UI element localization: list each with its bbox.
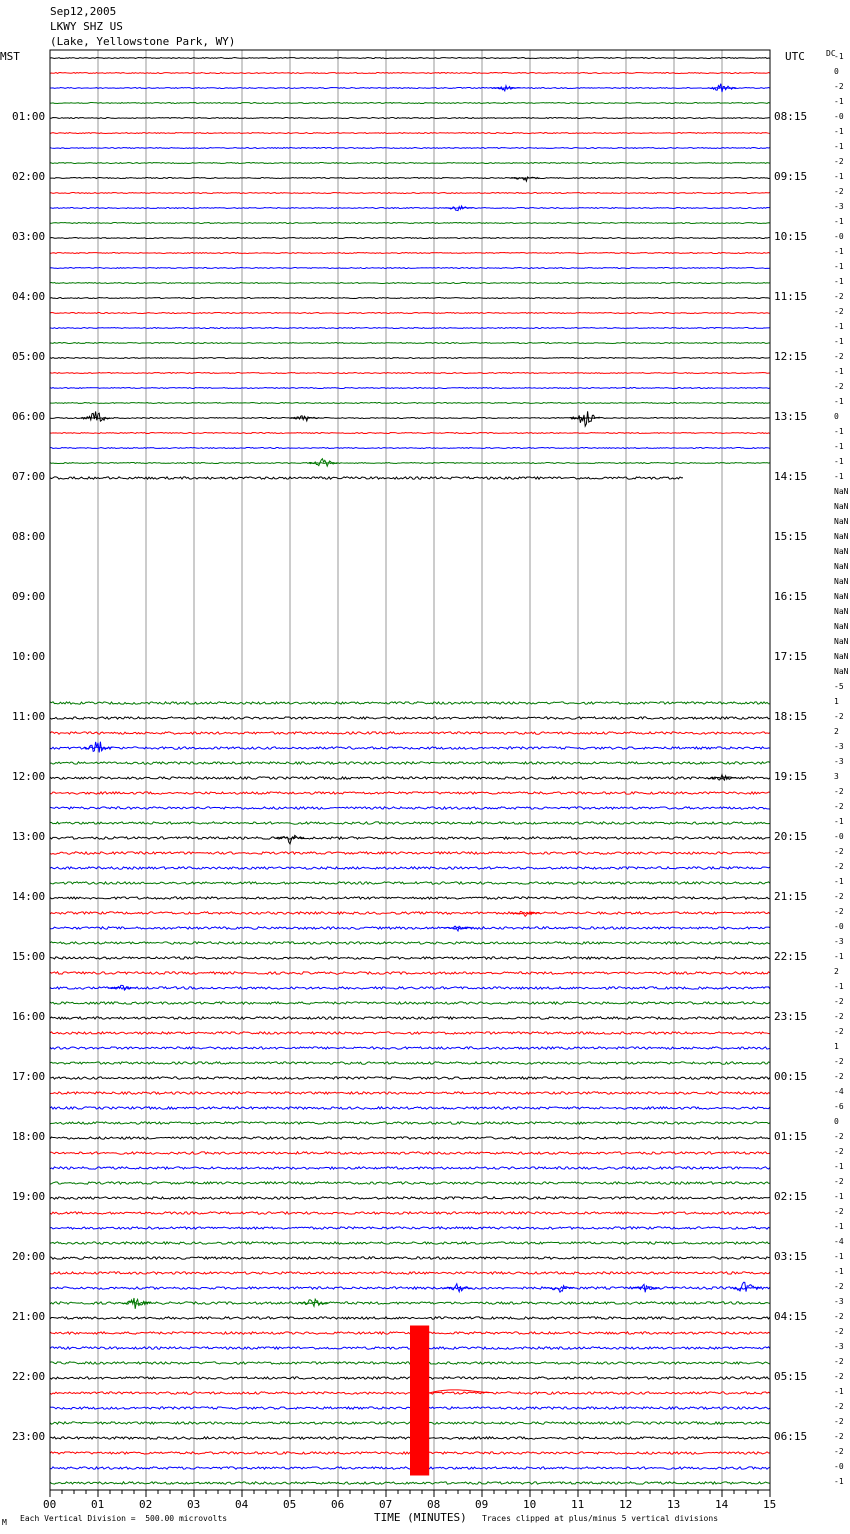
dc-offset-label: -1 — [834, 427, 844, 436]
right-hour-label: 04:15 — [774, 1310, 808, 1323]
trace-66 — [50, 1047, 770, 1049]
dc-offset-label: -1 — [834, 247, 844, 256]
dc-offset-label: -1 — [834, 367, 844, 376]
dc-offset-label: NaN — [834, 652, 849, 661]
trace-4 — [50, 118, 770, 119]
dc-offset-label: -2 — [834, 1057, 844, 1066]
event-14 — [444, 1284, 473, 1292]
trace-74 — [50, 1167, 770, 1169]
trace-15 — [50, 283, 770, 284]
trace-25 — [50, 433, 770, 434]
dc-offset-label: -1 — [834, 322, 844, 331]
left-hour-label: 23:00 — [12, 1430, 46, 1443]
trace-60 — [50, 957, 770, 959]
trace-10 — [50, 208, 770, 209]
trace-28 — [50, 477, 683, 479]
left-hour-label: 08:00 — [12, 530, 46, 543]
dc-offset-label: -0 — [834, 112, 844, 121]
dc-offset-label: -1 — [834, 817, 844, 826]
dc-label: DC — [826, 49, 836, 58]
left-hour-label: 18:00 — [12, 1130, 46, 1143]
dc-offset-label: -0 — [834, 232, 844, 241]
dc-offset-label: NaN — [834, 667, 849, 676]
trace-7 — [50, 163, 770, 164]
x-tick-label: 11 — [571, 1498, 585, 1511]
right-hour-label: 11:15 — [774, 290, 808, 303]
dc-offset-label: NaN — [834, 622, 849, 631]
dc-offset-label: -2 — [834, 1432, 844, 1441]
trace-52 — [50, 837, 770, 839]
dc-offset-label: -1 — [834, 337, 844, 346]
dc-offset-label: 1 — [834, 1042, 839, 1051]
dc-offset-label: -2 — [834, 1312, 844, 1321]
trace-14 — [50, 268, 770, 269]
x-axis-ticks — [50, 1490, 770, 1497]
dc-offset-label: -1 — [834, 127, 844, 136]
trace-49 — [50, 792, 770, 794]
dc-offset-label: 2 — [834, 727, 839, 736]
right-hour-label: 16:15 — [774, 590, 808, 603]
trace-19 — [50, 343, 770, 344]
dc-offset-label: -2 — [834, 157, 844, 166]
dc-offset-label: NaN — [834, 562, 849, 571]
minute-grid — [98, 50, 722, 1490]
dc-offset-label: -3 — [834, 202, 844, 211]
dc-offset-label: -1 — [834, 442, 844, 451]
x-tick-label: 15 — [763, 1498, 777, 1511]
dc-offset-label: -2 — [834, 307, 844, 316]
dc-offset-label: -1 — [834, 52, 844, 61]
dc-offset-label: -1 — [834, 1252, 844, 1261]
right-hour-label: 02:15 — [774, 1190, 808, 1203]
trace-81 — [50, 1272, 770, 1274]
seismic-events — [81, 84, 760, 1476]
x-tick-label: 10 — [523, 1498, 537, 1511]
trace-0 — [50, 58, 770, 59]
trace-64 — [50, 1017, 770, 1019]
left-hour-label: 21:00 — [12, 1310, 46, 1323]
dc-offset-label: -1 — [834, 1477, 844, 1486]
scale-note: Each Vertical Division = 500.00 microvolts — [20, 1514, 228, 1523]
trace-48 — [50, 777, 770, 779]
trace-13 — [50, 253, 770, 254]
dc-offset-label: -1 — [834, 1387, 844, 1396]
dc-offset-label: -5 — [834, 682, 844, 691]
dc-offset-label: -1 — [834, 877, 844, 886]
right-hour-label: 17:15 — [774, 650, 808, 663]
dc-offset-label: -0 — [834, 832, 844, 841]
dc-offset-label: NaN — [834, 592, 849, 601]
x-tick-label: 12 — [619, 1498, 633, 1511]
x-tick-label: 08 — [427, 1498, 441, 1511]
dc-offset-label: 3 — [834, 772, 839, 781]
trace-61 — [50, 972, 770, 974]
dc-offset-label: -3 — [834, 937, 844, 946]
dc-offset-label: -1 — [834, 952, 844, 961]
dc-offset-label: -2 — [834, 1012, 844, 1021]
right-hour-label: 13:15 — [774, 410, 808, 423]
left-timezone-label: MST — [0, 50, 20, 63]
right-hour-label: 05:15 — [774, 1370, 808, 1383]
left-hour-label: 12:00 — [12, 770, 46, 783]
x-axis-title: TIME (MINUTES) — [374, 1511, 467, 1524]
dc-offset-label: -2 — [834, 292, 844, 301]
dc-offset-label: 0 — [834, 412, 839, 421]
right-hour-label: 23:15 — [774, 1010, 808, 1023]
trace-21 — [50, 373, 770, 374]
trace-77 — [50, 1212, 770, 1214]
x-tick-label: 14 — [715, 1498, 729, 1511]
dc-offset-label: -0 — [834, 1462, 844, 1471]
trace-55 — [50, 882, 770, 884]
dc-offset-label: -3 — [834, 757, 844, 766]
seismic-traces — [50, 58, 770, 1485]
dc-offset-label: -6 — [834, 1102, 844, 1111]
right-hour-label: 14:15 — [774, 470, 808, 483]
dc-offset-label: -2 — [834, 892, 844, 901]
x-tick-label: 03 — [187, 1498, 201, 1511]
dc-offset-label: -1 — [834, 1267, 844, 1276]
dc-offset-label: -2 — [834, 82, 844, 91]
trace-43 — [50, 702, 770, 704]
trace-76 — [50, 1197, 770, 1199]
dc-offset-label: NaN — [834, 637, 849, 646]
dc-offset-label: -2 — [834, 382, 844, 391]
trace-27 — [50, 463, 770, 464]
trace-6 — [50, 148, 770, 149]
dc-offset-label: -2 — [834, 1207, 844, 1216]
dc-offset-label: NaN — [834, 502, 849, 511]
dc-offset-label: -2 — [834, 1372, 844, 1381]
trace-46 — [50, 747, 770, 749]
dc-offset-label: -1 — [834, 262, 844, 271]
right-timezone-label: UTC — [785, 50, 805, 63]
trace-57 — [50, 912, 770, 914]
dc-offset-label: -2 — [834, 1357, 844, 1366]
dc-offset-label: -1 — [834, 142, 844, 151]
dc-offset-label: -2 — [834, 1147, 844, 1156]
trace-24 — [50, 418, 770, 419]
trace-83 — [50, 1302, 770, 1304]
dc-offset-label: 0 — [834, 67, 839, 76]
trace-56 — [50, 897, 770, 899]
x-tick-label: 13 — [667, 1498, 681, 1511]
dc-offset-label: -3 — [834, 1342, 844, 1351]
dc-offset-label: -2 — [834, 1027, 844, 1036]
dc-offset-label: NaN — [834, 532, 849, 541]
trace-20 — [50, 358, 770, 359]
trace-45 — [50, 732, 770, 734]
dc-offset-label: -1 — [834, 982, 844, 991]
left-hour-label: 02:00 — [12, 170, 46, 183]
trace-79 — [50, 1242, 770, 1244]
left-hour-label: 06:00 — [12, 410, 46, 423]
dc-offset-label: -4 — [834, 1087, 844, 1096]
trace-50 — [50, 807, 770, 809]
left-hour-label: 07:00 — [12, 470, 46, 483]
corner-mark: M — [2, 1518, 7, 1527]
trace-22 — [50, 388, 770, 389]
dc-offset-label: -2 — [834, 907, 844, 916]
station-location: (Lake, Yellowstone Park, WY) — [50, 35, 236, 48]
dc-offset-label: -0 — [834, 922, 844, 931]
trace-1 — [50, 73, 770, 74]
x-tick-label: 02 — [139, 1498, 153, 1511]
trace-16 — [50, 298, 770, 299]
event-6 — [571, 411, 600, 426]
record-date: Sep12,2005 — [50, 5, 117, 18]
x-tick-label: 07 — [379, 1498, 393, 1511]
station-code: LKWY SHZ US — [50, 20, 123, 33]
dc-offset-label: -2 — [834, 1132, 844, 1141]
trace-78 — [50, 1227, 770, 1229]
trace-69 — [50, 1092, 770, 1094]
dc-offset-label: -3 — [834, 1297, 844, 1306]
right-hour-label: 15:15 — [774, 530, 808, 543]
dc-offset-label: -1 — [834, 1222, 844, 1231]
clip-note: Traces clipped at plus/minus 5 vertical divisions — [482, 1514, 719, 1523]
dc-offset-label: NaN — [834, 577, 849, 586]
x-tick-label: 00 — [43, 1498, 57, 1511]
dc-offset-label: -1 — [834, 97, 844, 106]
trace-73 — [50, 1152, 770, 1154]
trace-84 — [50, 1317, 770, 1319]
dc-offset-label: -1 — [834, 217, 844, 226]
left-hour-label: 04:00 — [12, 290, 46, 303]
dc-offset-label: -1 — [834, 1192, 844, 1201]
trace-75 — [50, 1182, 770, 1184]
dc-offset-label: -2 — [834, 1447, 844, 1456]
trace-3 — [50, 103, 770, 104]
right-hour-label: 12:15 — [774, 350, 808, 363]
dc-offset-label: 0 — [834, 1117, 839, 1126]
x-tick-label: 06 — [331, 1498, 345, 1511]
right-hour-label: 03:15 — [774, 1250, 808, 1263]
right-hour-label: 00:15 — [774, 1070, 808, 1083]
right-hour-label: 08:15 — [774, 110, 808, 123]
trace-17 — [50, 313, 770, 314]
dc-offset-label: -1 — [834, 172, 844, 181]
dc-offset-label: -1 — [834, 472, 844, 481]
dc-offset-label: -1 — [834, 397, 844, 406]
plot-frame — [50, 50, 770, 1490]
left-hour-label: 10:00 — [12, 650, 46, 663]
trace-5 — [50, 133, 770, 134]
left-hour-label: 19:00 — [12, 1190, 46, 1203]
trace-44 — [50, 717, 770, 719]
left-hour-label: 22:00 — [12, 1370, 46, 1383]
event-17 — [732, 1282, 761, 1291]
right-hour-label: 21:15 — [774, 890, 808, 903]
trace-71 — [50, 1122, 770, 1124]
right-hour-label: 01:15 — [774, 1130, 808, 1143]
dc-offset-label: -2 — [834, 1282, 844, 1291]
dc-offset-label: -1 — [834, 457, 844, 466]
trace-23 — [50, 403, 770, 404]
left-hour-label: 01:00 — [12, 110, 46, 123]
trace-18 — [50, 328, 770, 329]
trace-11 — [50, 223, 770, 224]
trace-62 — [50, 987, 770, 989]
left-hour-label: 16:00 — [12, 1010, 46, 1023]
dc-offset-label: -2 — [834, 997, 844, 1006]
right-hour-label: 06:15 — [774, 1430, 808, 1443]
dc-offset-label: -1 — [834, 277, 844, 286]
trace-58 — [50, 927, 770, 929]
dc-offset-label: NaN — [834, 487, 849, 496]
right-hour-label: 18:15 — [774, 710, 808, 723]
left-hour-label: 14:00 — [12, 890, 46, 903]
right-hour-label: 19:15 — [774, 770, 808, 783]
left-hour-label: 03:00 — [12, 230, 46, 243]
trace-68 — [50, 1077, 770, 1079]
x-tick-label: 05 — [283, 1498, 297, 1511]
dc-offset-label: -1 — [834, 1162, 844, 1171]
left-hour-label: 11:00 — [12, 710, 46, 723]
trace-9 — [50, 193, 770, 194]
right-hour-label: 09:15 — [774, 170, 808, 183]
trace-82 — [50, 1287, 770, 1289]
left-hour-label: 17:00 — [12, 1070, 46, 1083]
trace-54 — [50, 867, 770, 869]
trace-12 — [50, 238, 770, 239]
clipped-event-block — [410, 1326, 429, 1476]
right-hour-label: 20:15 — [774, 830, 808, 843]
trace-72 — [50, 1137, 770, 1139]
left-hour-label: 20:00 — [12, 1250, 46, 1263]
trace-47 — [50, 762, 770, 764]
dc-offset-label: -2 — [834, 1177, 844, 1186]
x-tick-label: 04 — [235, 1498, 249, 1511]
trace-8 — [50, 178, 770, 179]
right-hour-label: 22:15 — [774, 950, 808, 963]
dc-offset-label: NaN — [834, 547, 849, 556]
trace-80 — [50, 1257, 770, 1259]
dc-offset-label: -2 — [834, 187, 844, 196]
trace-51 — [50, 822, 770, 824]
dc-offset-label: -2 — [834, 1072, 844, 1081]
dc-offset-label: -2 — [834, 862, 844, 871]
dc-offset-label: -2 — [834, 802, 844, 811]
trace-26 — [50, 448, 770, 449]
trace-95 — [50, 1482, 770, 1484]
dc-offset-label: -2 — [834, 847, 844, 856]
left-hour-label: 05:00 — [12, 350, 46, 363]
trace-2 — [50, 88, 770, 89]
x-tick-label: 01 — [91, 1498, 105, 1511]
dc-offset-label: -2 — [834, 1327, 844, 1336]
left-hour-label: 13:00 — [12, 830, 46, 843]
dc-offset-label: -2 — [834, 1402, 844, 1411]
trace-67 — [50, 1062, 770, 1064]
dc-offset-label: -3 — [834, 742, 844, 751]
trace-53 — [50, 852, 770, 854]
dc-offset-label: -2 — [834, 1417, 844, 1426]
dc-offset-label: -2 — [834, 712, 844, 721]
x-tick-label: 09 — [475, 1498, 489, 1511]
dc-offset-label: -2 — [834, 352, 844, 361]
trace-63 — [50, 1002, 770, 1004]
trace-65 — [50, 1032, 770, 1034]
trace-59 — [50, 942, 770, 944]
left-hour-label: 09:00 — [12, 590, 46, 603]
dc-offset-label: -4 — [834, 1237, 844, 1246]
dc-offset-label: -2 — [834, 787, 844, 796]
dc-offset-label: NaN — [834, 517, 849, 526]
left-hour-label: 15:00 — [12, 950, 46, 963]
event-4 — [81, 411, 110, 421]
dc-offset-label: NaN — [834, 607, 849, 616]
trace-70 — [50, 1107, 770, 1109]
event-2 — [511, 177, 540, 181]
dc-offset-label: 2 — [834, 967, 839, 976]
dc-offset-label: 1 — [834, 697, 839, 706]
right-hour-label: 10:15 — [774, 230, 808, 243]
